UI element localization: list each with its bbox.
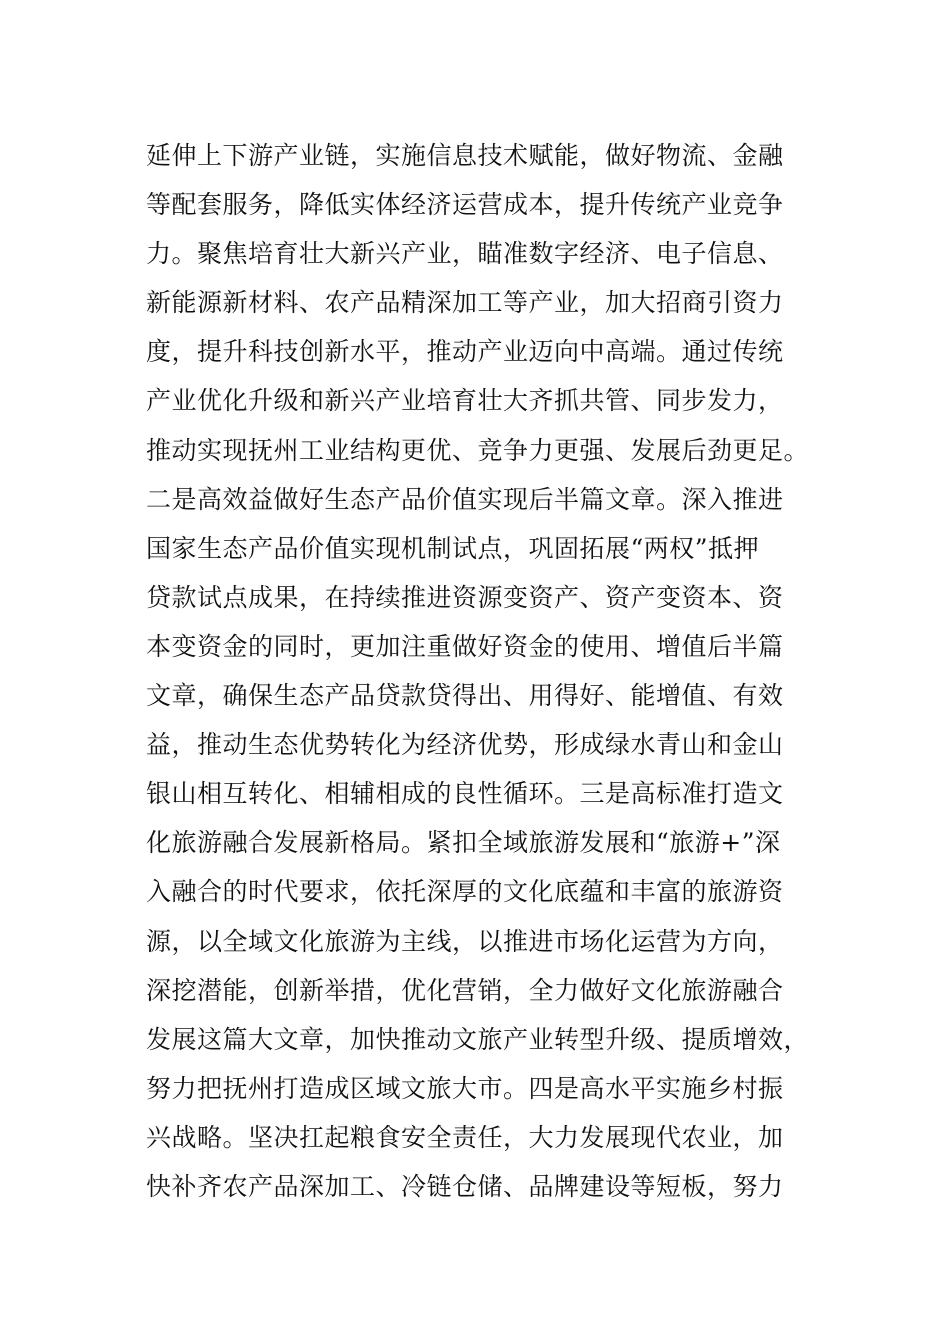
text-line: 源，以全域文化旅游为主线，以推进市场化运营为方向， — [146, 926, 784, 956]
text-line: 本变资金的同时，更加注重做好资金的使用、增值后半篇 — [146, 631, 784, 661]
text-line: 等配套服务，降低实体经济运营成本，提升传统产业竞争 — [146, 190, 784, 220]
text-line: 入融合的时代要求，依托深厚的文化底蕴和丰富的旅游资 — [146, 877, 784, 907]
text-line: 努力把抚州打造成区域文旅大市。四是高水平实施乡村振 — [146, 1073, 784, 1103]
body-text — [146, 131, 810, 1211]
text-line: 兴战略。坚决扛起粮食安全责任，大力发展现代农业，加 — [146, 1122, 784, 1152]
text-line: 国家生态产品价值实现机制试点，巩固拓展“两权”抵押 — [146, 533, 760, 563]
text-line: 化旅游融合发展新格局。紧扣全域旅游发展和“旅游+”深 — [146, 828, 781, 858]
text-line: 发展这篇大文章，加快推动文旅产业转型升级、提质增效， — [146, 1024, 810, 1054]
text-line: 银山相互转化、相辅相成的良性循环。三是高标准打造文 — [146, 779, 784, 809]
text-line: 力。聚焦培育壮大新兴产业，瞄准数字经济、电子信息、 — [146, 239, 784, 269]
text-line: 产业优化升级和新兴产业培育壮大齐抓共管、同步发力， — [146, 386, 784, 416]
text-line: 度，提升科技创新水平，推动产业迈向中高端。通过传统 — [146, 337, 784, 367]
text-line: 文章，确保生态产品贷款贷得出、用得好、能增值、有效 — [146, 681, 784, 711]
text-line: 深挖潜能，创新举措，优化营销，全力做好文化旅游融合 — [146, 975, 784, 1005]
text-line: 快补齐农产品深加工、冷链仓储、品牌建设等短板，努力 — [146, 1171, 784, 1201]
text-line: 延伸上下游产业链，实施信息技术赋能，做好物流、金融 — [146, 141, 784, 170]
text-line: 新能源新材料、农产品精深加工等产业，加大招商引资力 — [146, 288, 784, 318]
text-line: 二是高效益做好生态产品价值实现后半篇文章。深入推进 — [146, 484, 784, 514]
text-line: 益，推动生态优势转化为经济优势，形成绿水青山和金山 — [146, 730, 784, 760]
text-line: 贷款试点成果，在持续推进资源变资产、资产变资本、资 — [146, 582, 784, 612]
text-line: 推动实现抚州工业结构更优、竞争力更强、发展后劲更足。 — [146, 435, 810, 465]
